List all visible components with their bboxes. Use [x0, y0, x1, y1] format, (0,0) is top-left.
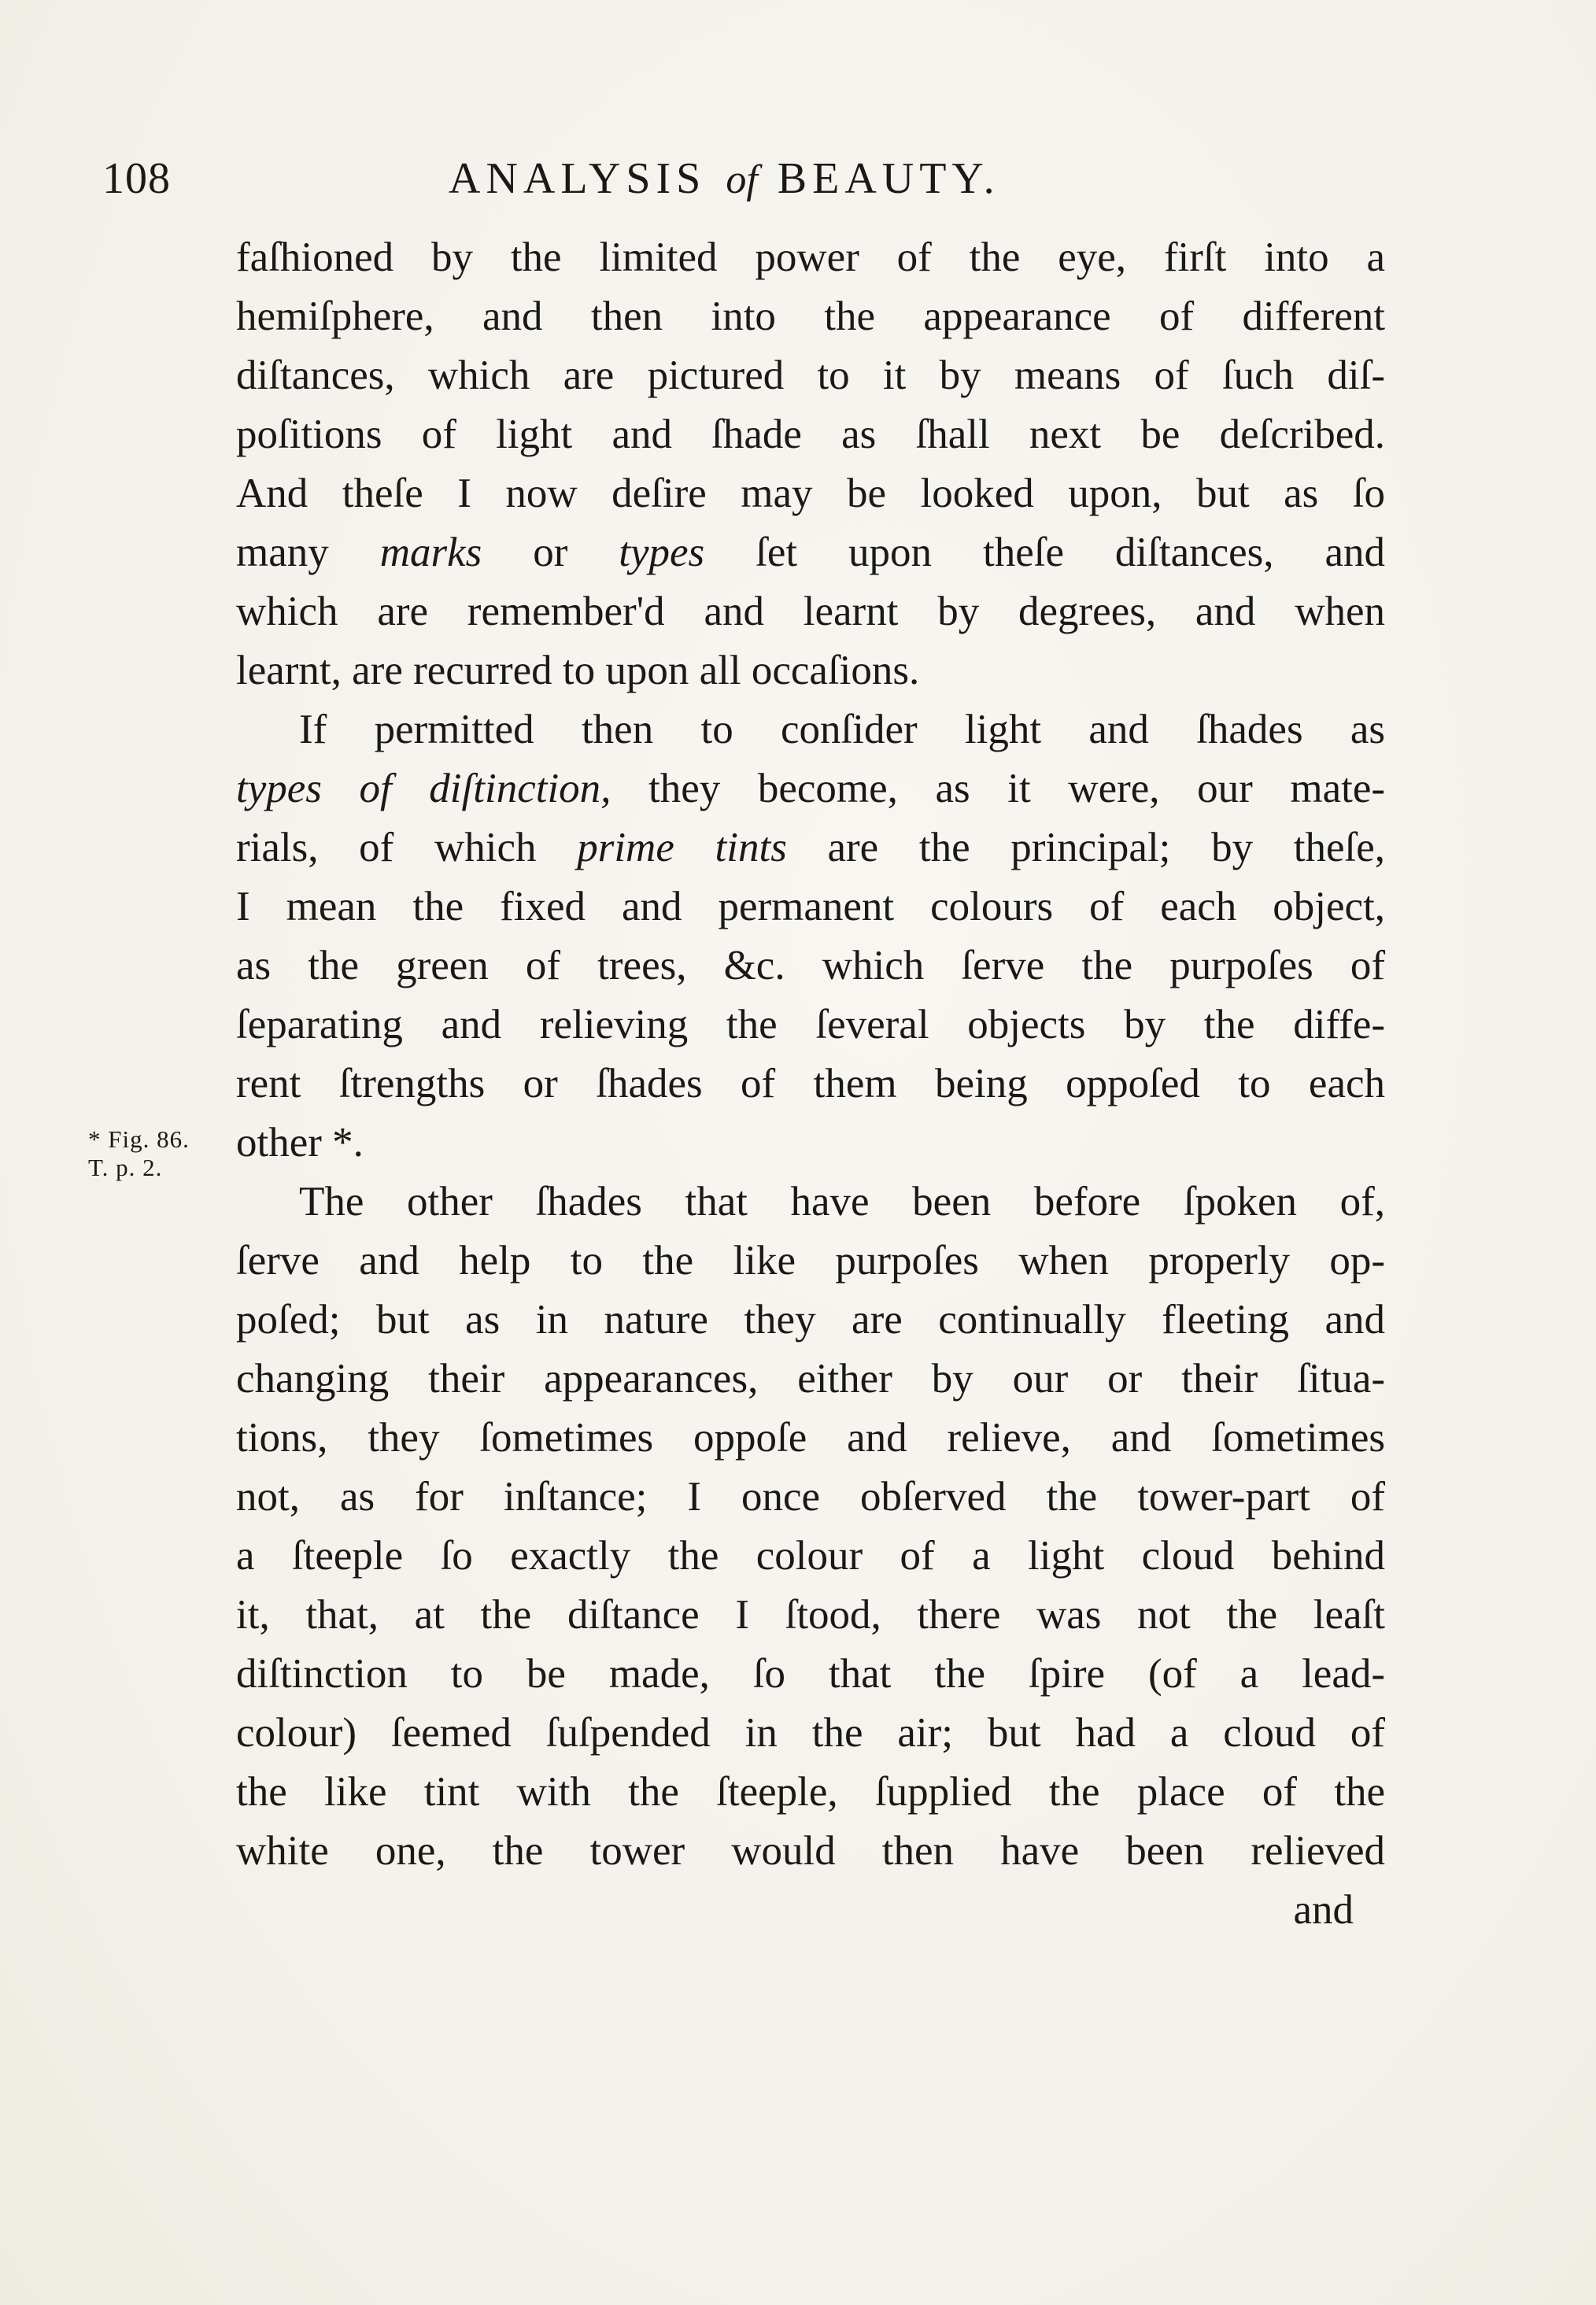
text-line-10-a: they become, as it were, our mate- — [611, 766, 1385, 811]
text-line-12: I mean the fixed and permanent colours of each object, — [236, 884, 1385, 929]
text-line-28: white one, the tower would then have been relieved — [236, 1828, 1385, 1874]
italic-types-of-distinction: types of diſtinction, — [236, 766, 611, 811]
text-line-11 — [236, 818, 1385, 877]
text-line-25: diſtinction to be made, ſo that the ſpire (of a lead- — [236, 1651, 1385, 1697]
text-line-8: learnt, are recurred to upon all occaſions. — [236, 648, 920, 693]
running-title — [449, 153, 1000, 204]
italic-prime-tints: prime tints — [577, 825, 787, 870]
text-line-22: not, as for inſtance; I once obſerved the tower-part of — [236, 1474, 1385, 1520]
text-line-1: faſhioned by the limited power of the eye, firſt into a — [236, 235, 1385, 280]
text-line-11-b: are the principal; by theſe, — [786, 825, 1385, 870]
running-title-connector: of — [726, 157, 758, 202]
margin-note — [88, 1125, 190, 1182]
text-line-11-a: rials, of which — [236, 825, 578, 870]
text-line-20: changing their appearances, either by our or their ſitua- — [236, 1356, 1385, 1402]
text-line-10 — [236, 759, 1385, 818]
text-line-24: it, that, at the diſtance I ſtood, there was not the leaſt — [236, 1592, 1385, 1638]
text-line-19: poſed; but as in nature they are continually fleeting and — [236, 1297, 1385, 1343]
page-number: 108 — [102, 154, 171, 203]
text-line-5: And theſe I now deſire may be looked upon, but as ſo — [236, 471, 1385, 516]
margin-note-figure-ref: * Fig. 86. — [88, 1125, 190, 1153]
text-line-17: The other ſhades that have been before ſpoken of, — [299, 1179, 1385, 1225]
text-line-7: which are remember'd and learnt by degrees, and when — [236, 589, 1385, 634]
text-line-6 — [236, 523, 1385, 582]
running-title-part1: ANALYSIS — [449, 154, 707, 203]
text-line-9: If permitted then to conſider light and ſhades as — [299, 707, 1385, 752]
text-line-6-b: or — [482, 530, 619, 575]
text-line-4: poſitions of light and ſhade as ſhall next be deſcribed. — [236, 412, 1385, 457]
text-line-6-c: ſet upon theſe diſtances, and — [704, 530, 1385, 575]
italic-marks: marks — [379, 530, 482, 575]
text-line-21: tions, they ſometimes oppoſe and relieve, and ſometimes — [236, 1415, 1385, 1461]
running-title-part2: BEAUTY. — [777, 154, 1000, 203]
text-line-26: colour) ſeemed ſuſpended in the air; but had a cloud of — [236, 1710, 1385, 1756]
text-line-18: ſerve and help to the like purpoſes when properly op- — [236, 1238, 1385, 1284]
text-line-13: as the green of trees, &c. which ſerve the purpoſes of — [236, 943, 1385, 988]
text-line-15: rent ſtrengths or ſhades of them being oppoſed to each — [236, 1061, 1385, 1106]
text-line-27: the like tint with the ſteeple, ſupplied the place of the — [236, 1769, 1385, 1815]
catchword: and — [1293, 1887, 1354, 1933]
text-line-23: a ſteeple ſo exactly the colour of a light cloud behind — [236, 1533, 1385, 1579]
text-line-16: other *. — [236, 1120, 364, 1165]
running-header — [102, 153, 1204, 209]
text-line-2: hemiſphere, and then into the appearance of different — [236, 294, 1385, 339]
text-line-14: ſeparating and relieving the ſeveral objects by the diffe- — [236, 1002, 1385, 1047]
text-line-3: diſtances, which are pictured to it by means of ſuch diſ- — [236, 353, 1385, 398]
body-text — [236, 228, 1385, 1940]
margin-note-plate-ref: T. p. 2. — [88, 1154, 163, 1181]
italic-types: types — [619, 530, 705, 575]
text-line-6-a: many — [236, 530, 380, 575]
